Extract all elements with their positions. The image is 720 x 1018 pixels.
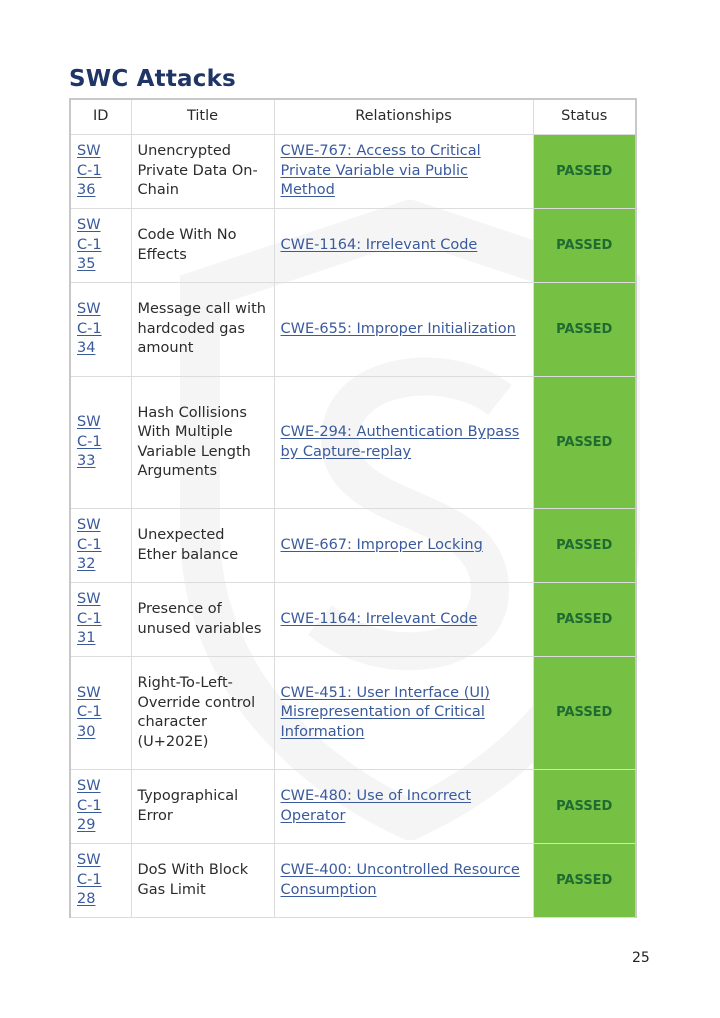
cwe-link[interactable]: CWE-1164: Irrelevant Code [280,236,478,253]
swc-id-cell [70,844,131,918]
column-header-status: Status [533,99,636,135]
cwe-link[interactable]: CWE-400: Uncontrolled Resource Consumption [280,862,520,898]
column-header-id: ID [70,99,131,135]
table-row [70,135,636,209]
page-number: 25 [632,950,650,966]
swc-attacks-table [69,98,637,918]
swc-title: Right-To-Left-Override control character (U+202E) [131,657,274,770]
cwe-link[interactable]: CWE-294: Authentication Bypass by Capture-replay [280,424,520,460]
status-badge: PASSED [533,209,636,283]
swc-id-link[interactable]: SW C-1 35 [77,217,102,273]
status-badge: PASSED [533,509,636,583]
table-row [70,209,636,283]
status-badge: PASSED [533,770,636,844]
cwe-link[interactable]: CWE-655: Improper Initialization [280,320,516,337]
swc-id-cell [70,583,131,657]
swc-title: Hash Collisions With Multiple Variable Length Arguments [131,377,274,509]
relationship-cell [274,509,533,583]
swc-id-link[interactable]: SW C-1 31 [77,591,102,647]
swc-id-cell [70,770,131,844]
status-badge: PASSED [533,657,636,770]
table-row [70,583,636,657]
swc-id-link[interactable]: SW C-1 33 [77,414,102,470]
table-row [70,283,636,377]
swc-id-link[interactable]: SW C-1 34 [77,301,102,357]
swc-id-link[interactable]: SW C-1 29 [77,778,102,834]
relationship-cell [274,770,533,844]
table-row [70,770,636,844]
cwe-link[interactable]: CWE-667: Improper Locking [280,536,483,553]
relationship-cell [274,283,533,377]
relationship-cell [274,135,533,209]
swc-title: Presence of unused variables [131,583,274,657]
swc-title: Unexpected Ether balance [131,509,274,583]
status-badge: PASSED [533,583,636,657]
table-row [70,377,636,509]
swc-title: DoS With Block Gas Limit [131,844,274,918]
relationship-cell [274,583,533,657]
swc-title: Message call with hardcoded gas amount [131,283,274,377]
table-row [70,509,636,583]
status-badge: PASSED [533,844,636,918]
table-row [70,844,636,918]
swc-id-cell [70,377,131,509]
cwe-link[interactable]: CWE-1164: Irrelevant Code [280,610,478,627]
swc-id-cell [70,509,131,583]
cwe-link[interactable]: CWE-480: Use of Incorrect Operator [280,788,472,824]
relationship-cell [274,209,533,283]
swc-id-link[interactable]: SW C-1 28 [77,852,102,908]
swc-title: Code With No Effects [131,209,274,283]
swc-id-cell [70,135,131,209]
swc-id-cell [70,283,131,377]
swc-id-link[interactable]: SW C-1 32 [77,517,102,573]
status-badge: PASSED [533,283,636,377]
table-header-row [70,99,636,135]
swc-title: Typographical Error [131,770,274,844]
swc-title: Unencrypted Private Data On-Chain [131,135,274,209]
relationship-cell [274,844,533,918]
page-title: SWC Attacks [69,66,236,92]
swc-id-cell [70,657,131,770]
cwe-link[interactable]: CWE-451: User Interface (UI) Misrepresentation of Critical Information [280,684,490,740]
column-header-title: Title [131,99,274,135]
column-header-relationships: Relationships [274,99,533,135]
table-row [70,657,636,770]
status-badge: PASSED [533,377,636,509]
cwe-link[interactable]: CWE-767: Access to Critical Private Variable via Public Method [280,143,481,199]
swc-id-cell [70,209,131,283]
relationship-cell [274,657,533,770]
status-badge: PASSED [533,135,636,209]
swc-id-link[interactable]: SW C-1 36 [77,143,102,199]
relationship-cell [274,377,533,509]
swc-id-link[interactable]: SW C-1 30 [77,684,102,740]
